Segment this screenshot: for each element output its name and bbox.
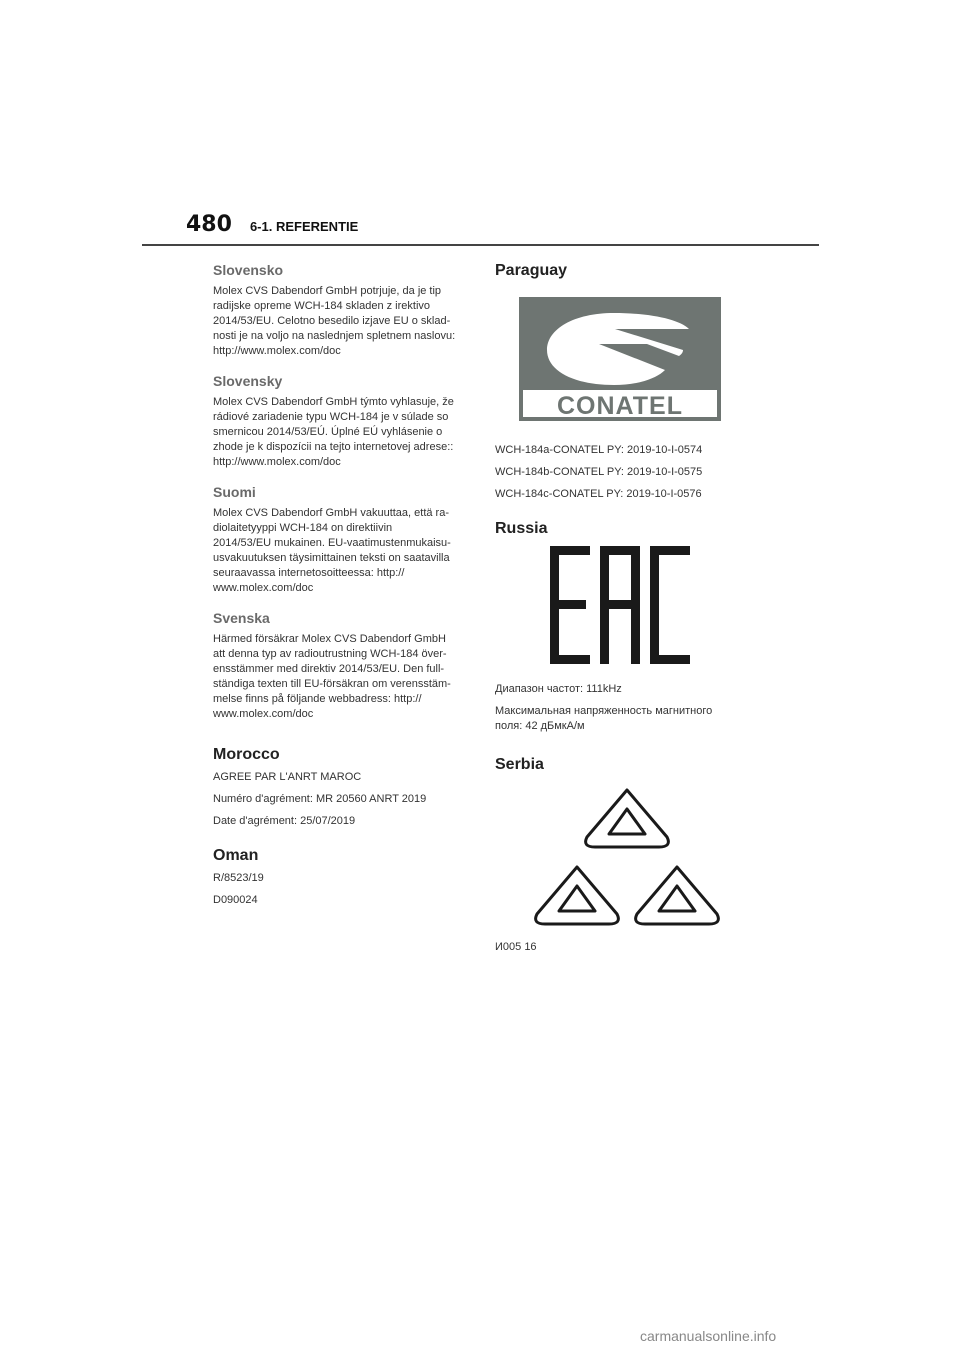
russia-section — [495, 520, 755, 734]
text-line: diolaitetyyppi WCH-184 on direktiivin — [213, 522, 393, 534]
morocco-line: Date d'agrément: 25/07/2019 — [213, 815, 356, 827]
right-column — [495, 262, 755, 969]
oman-section — [213, 847, 473, 908]
slovensko-heading: Slovensko — [213, 262, 284, 278]
russia-text — [495, 704, 755, 734]
section-title: 6-1. REFERENTIE — [249, 219, 359, 234]
page-header — [186, 212, 358, 237]
suomi-section — [213, 484, 473, 596]
morocco-line: AGREE PAR L'ANRT MAROC — [213, 771, 362, 783]
text-line: www.molex.com/doc — [213, 582, 314, 594]
text-line: поля: 42 дБмкА/м — [495, 720, 585, 732]
oman-line: D090024 — [213, 894, 258, 906]
conatel-line: WCH-184b-CONATEL PY: 2019-10-I-0575 — [495, 466, 703, 478]
slovensko-section — [213, 262, 473, 359]
morocco-line: Numéro d'agrément: MR 20560 ANRT 2019 — [213, 793, 427, 805]
suomi-text — [213, 506, 473, 596]
oman-line: R/8523/19 — [213, 872, 264, 884]
morocco-section — [213, 746, 473, 829]
text-line: Molex CVS Dabendorf GmbH týmto vyhlasuje, že — [213, 396, 454, 408]
suomi-heading: Suomi — [213, 484, 256, 500]
oman-heading: Oman — [213, 847, 259, 864]
slovensky-text — [213, 395, 473, 470]
text-line: 2014/53/EU. Celotno besedilo izjave EU o sklad- — [213, 315, 451, 327]
slovensko-text — [213, 284, 473, 359]
text-line: radijske opreme WCH-184 skladen z irektivo — [213, 300, 431, 312]
slovensky-section — [213, 373, 473, 470]
text-line: nosti je na voljo na naslednjem spletnem naslovu: — [213, 330, 456, 342]
text-line: http://www.molex.com/doc — [213, 345, 341, 357]
conatel-line: WCH-184c-CONATEL PY: 2019-10-I-0576 — [495, 488, 702, 500]
svenska-section — [213, 610, 473, 722]
text-line: seuraavassa internetosoitteessa: http:// — [213, 567, 405, 579]
text-line: ensstämmer med direktiv 2014/53/EU. Den full- — [213, 663, 445, 675]
text-line: 2014/53/EU mukainen. EU-vaatimustenmukaisu- — [213, 537, 451, 549]
conatel-logo — [519, 297, 721, 421]
text-line: rádiové zariadenie typu WCH-184 je v súlade so — [213, 411, 449, 423]
text-line: smernicou 2014/53/EÚ. Úplné EÚ vyhlásenie o — [213, 426, 443, 438]
serbia-heading: Serbia — [495, 756, 544, 773]
svenska-heading: Svenska — [213, 610, 270, 626]
text-line: usvakuutuksen täysimittainen teksti on saatavilla — [213, 552, 450, 564]
conatel-logo-text: CONATEL — [557, 392, 683, 420]
serbia-code: И005 16 — [495, 941, 537, 953]
page-number: 480 — [186, 212, 232, 237]
eac-mark — [550, 546, 690, 664]
slovensky-heading: Slovensky — [213, 373, 283, 389]
paraguay-heading: Paraguay — [495, 262, 568, 279]
paraguay-section — [495, 262, 755, 502]
text-line: att denna typ av radioutrustning WCH-184 över- — [213, 648, 447, 660]
left-column — [213, 262, 473, 922]
serbia-triangle-mark — [527, 782, 727, 932]
text-line: Härmed försäkrar Molex CVS Dabendorf GmbH — [213, 633, 446, 645]
text-line: http://www.molex.com/doc — [213, 456, 341, 468]
russia-line: Диапазон частот: 111kHz — [495, 683, 622, 695]
header-rule — [142, 244, 819, 246]
text-line: Максимальная напряженность магнитного — [495, 705, 713, 717]
text-line: melse finns på följande webbadress: http:// — [213, 693, 422, 705]
svenska-text — [213, 632, 473, 722]
text-line: Molex CVS Dabendorf GmbH vakuuttaa, että ra- — [213, 507, 449, 519]
watermark: carmanualsonline.info — [640, 1328, 777, 1344]
morocco-heading: Morocco — [213, 746, 280, 763]
serbia-section — [495, 756, 755, 955]
russia-heading: Russia — [495, 520, 548, 537]
text-line: Molex CVS Dabendorf GmbH potrjuje, da je tip — [213, 285, 442, 297]
text-line: ständiga texten till EU-försäkran om verensstäm- — [213, 678, 451, 690]
text-line: zhode je k dispozícii na tejto internetovej adrese:: — [213, 441, 454, 453]
text-line: www.molex.com/doc — [213, 708, 314, 720]
conatel-line: WCH-184a-CONATEL PY: 2019-10-I-0574 — [495, 444, 703, 456]
